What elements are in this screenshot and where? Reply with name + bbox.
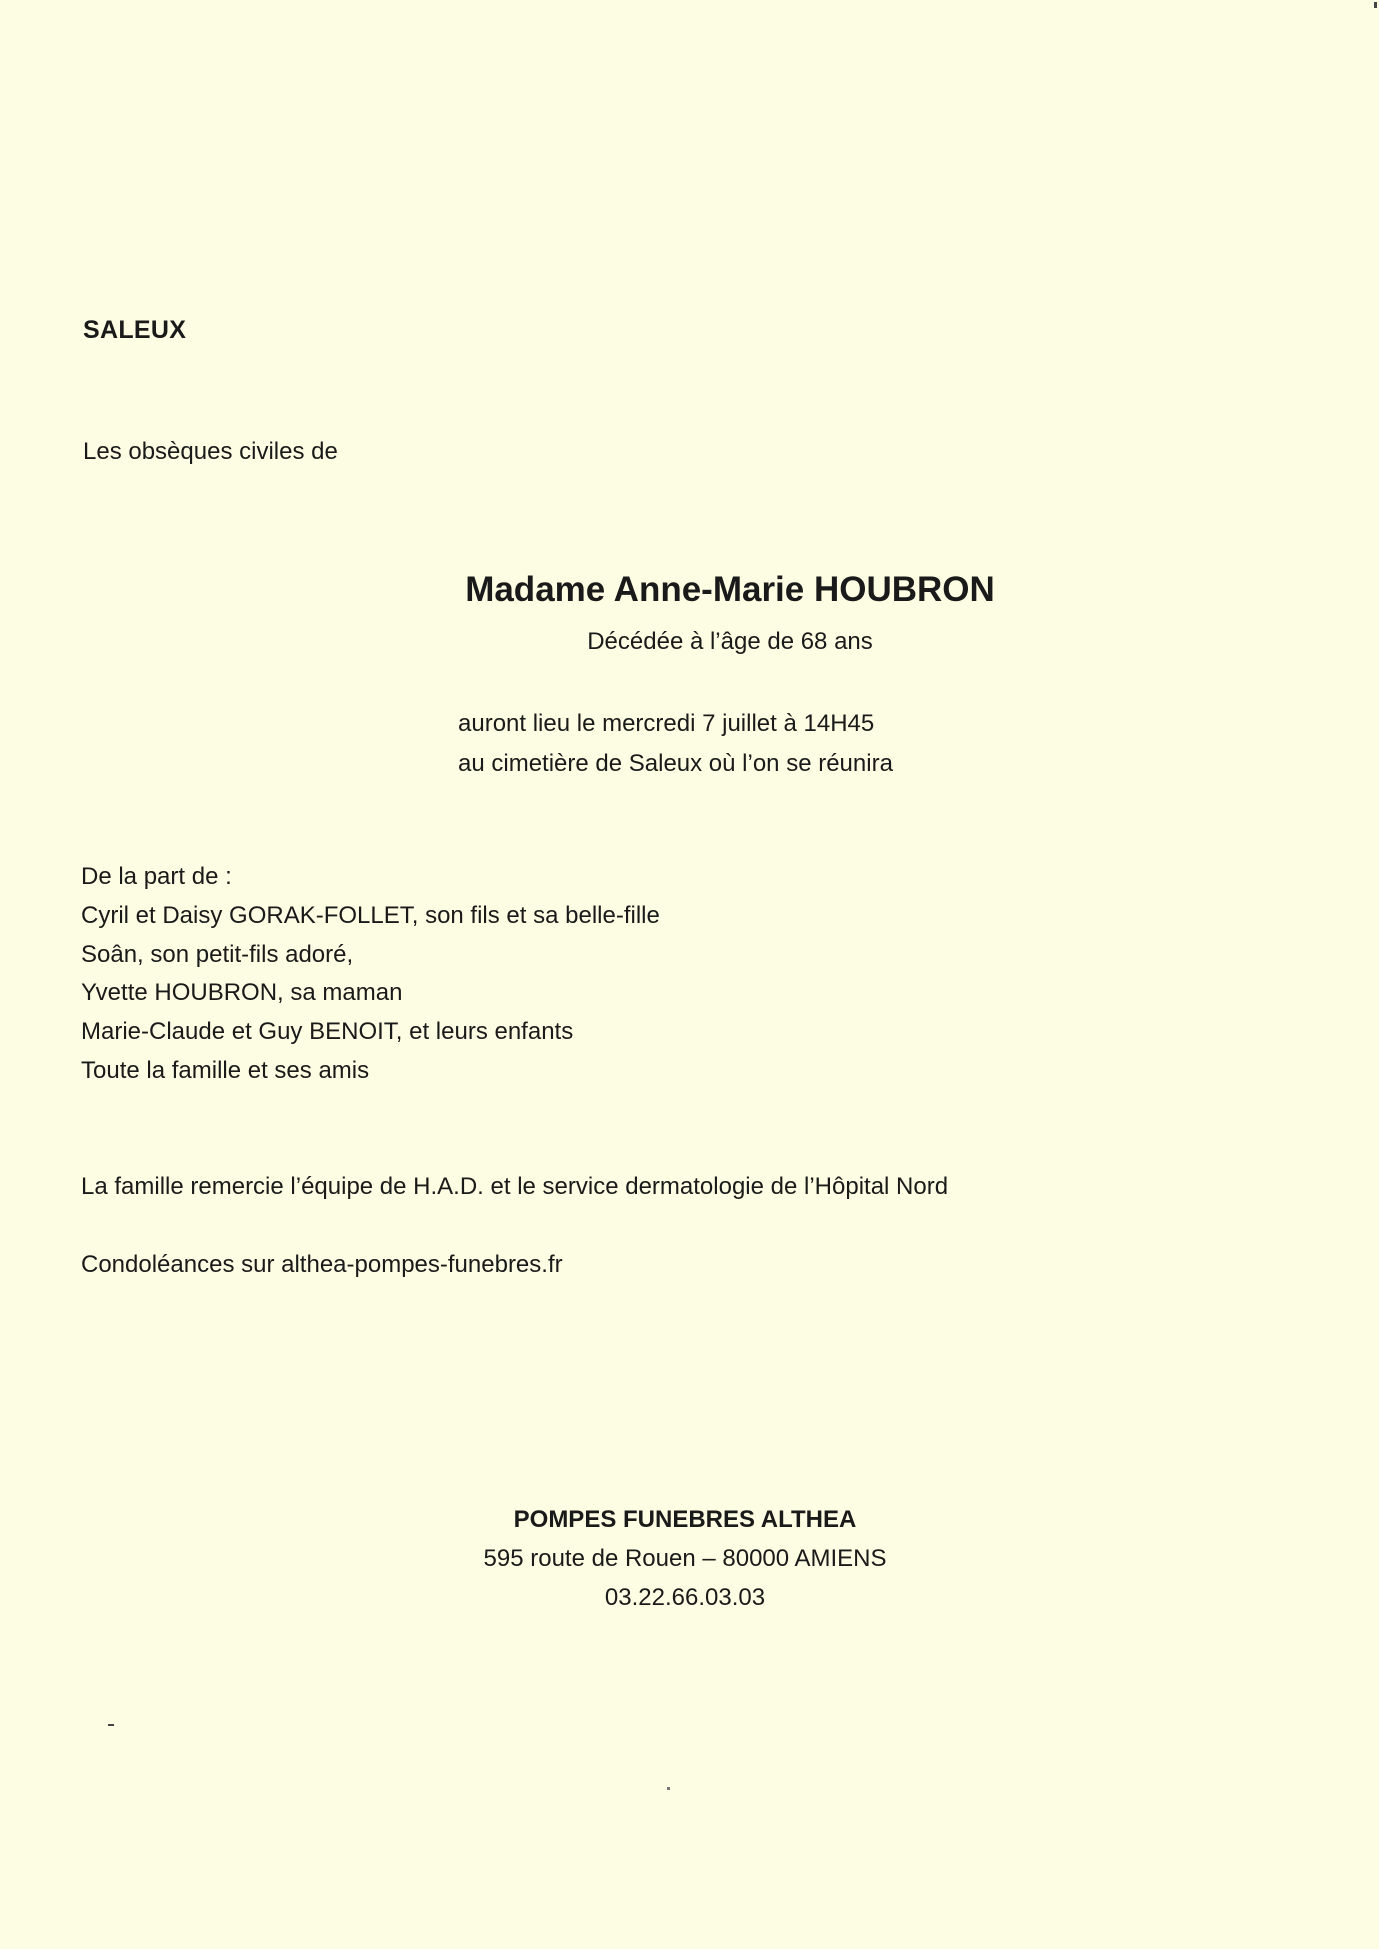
ceremony-line-place: au cimetière de Saleux où l’on se réunira [458,750,893,777]
ceremony-details [458,704,893,784]
deceased-name: Madame Anne-Marie HOUBRON [465,570,995,609]
family-heading: De la part de : [81,863,232,890]
family-member: Toute la famille et ses amis [81,1056,370,1084]
location-heading: SALEUX [83,316,187,344]
family-member: Marie-Claude et Guy BENOIT, et leurs enfants [81,1018,574,1046]
scan-speck [667,1787,670,1790]
scan-speck [108,1724,114,1726]
condolences-text: Condoléances sur althea-pompes-funebres.fr [81,1251,563,1278]
family-member: Yvette HOUBRON, sa maman [81,979,403,1007]
funeral-home-name: POMPES FUNEBRES ALTHEA [513,1506,857,1533]
age-line: Décédée à l’âge de 68 ans [587,628,873,655]
funeral-home-block [440,1500,930,1617]
family-member: Cyril et Daisy GORAK-FOLLET, son fils et sa belle-fille [81,901,660,929]
intro-text: Les obsèques civiles de [83,438,338,465]
funeral-home-address: 595 route de Rouen – 80000 AMIENS [483,1545,887,1572]
scan-speck [1374,2,1377,8]
ceremony-line-date: auront lieu le mercredi 7 juillet à 14H45 [458,710,875,737]
family-member: Soân, son petit-fils adoré, [81,940,354,968]
funeral-home-phone: 03.22.66.03.03 [604,1584,766,1611]
thanks-text: La famille remercie l’équipe de H.A.D. et le service dermatologie de l’Hôpital Nord [81,1173,949,1200]
family-list [81,858,660,1091]
